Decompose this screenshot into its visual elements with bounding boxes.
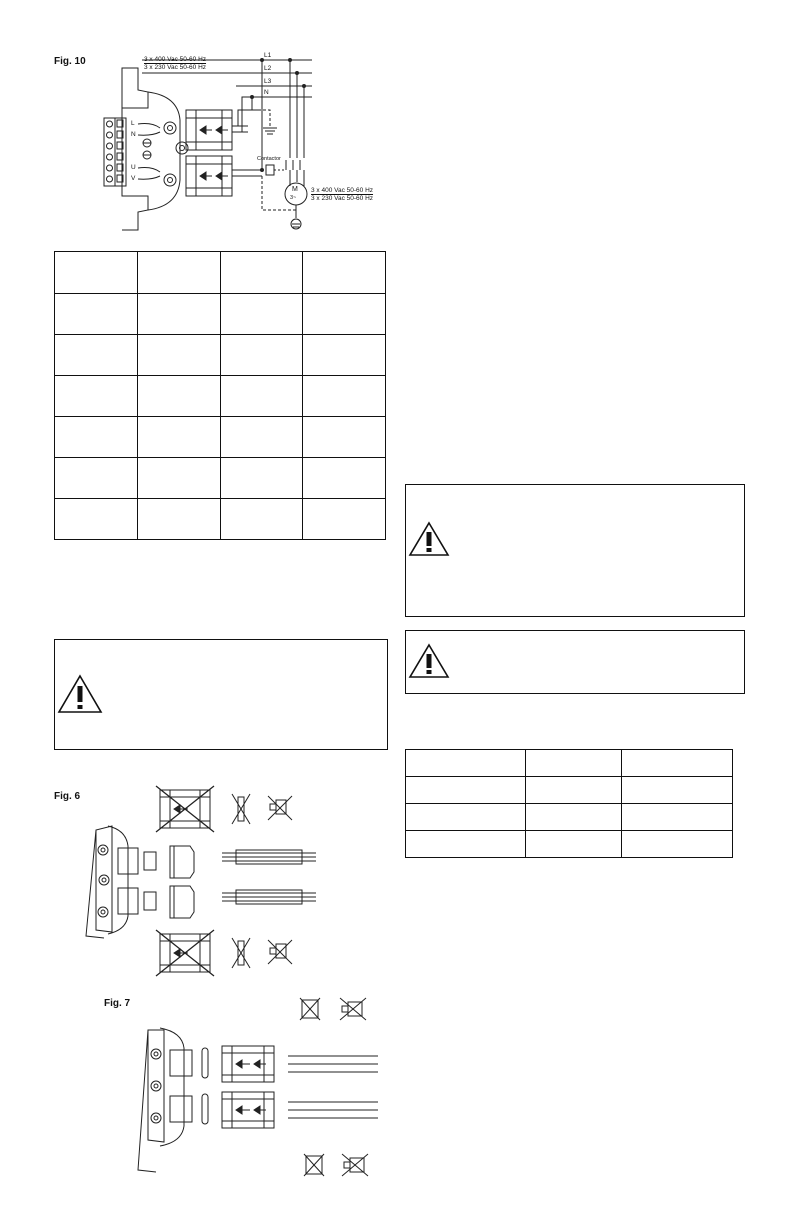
table-cell (406, 804, 526, 831)
fig7-label: Fig. 7 (104, 998, 131, 1009)
line-n-label: N (264, 89, 269, 96)
line-l3-label: L3 (264, 78, 272, 85)
table-cell (406, 750, 526, 777)
table-cell (55, 335, 138, 376)
line-l1-label: L1 (264, 52, 272, 59)
left-table (54, 251, 386, 540)
motor-label: M (292, 186, 298, 193)
fig10-label: Fig. 10 (54, 56, 86, 67)
table-cell (525, 750, 622, 777)
table-cell (220, 376, 303, 417)
table-cell (137, 294, 220, 335)
contactor-label: Contactor (257, 156, 281, 162)
table-cell (303, 335, 386, 376)
table-cell (622, 777, 733, 804)
table-cell (220, 294, 303, 335)
table-cell (137, 335, 220, 376)
table-cell (137, 499, 220, 540)
table-cell (55, 252, 138, 294)
table-cell (303, 376, 386, 417)
table-cell (220, 458, 303, 499)
right-warning-box-1 (405, 484, 745, 617)
table-cell (622, 750, 733, 777)
table-cell (406, 777, 526, 804)
table-cell (55, 294, 138, 335)
right-warning-box-2 (405, 630, 745, 694)
table-cell (303, 294, 386, 335)
fig10-wiring-diagram (0, 0, 792, 240)
motor-voltage-400: 3 x 400 Vac 50-60 Hz (311, 187, 374, 194)
table-cell (137, 252, 220, 294)
table-cell (220, 252, 303, 294)
warning-triangle-icon (57, 674, 103, 714)
table-cell (55, 376, 138, 417)
table-cell (220, 417, 303, 458)
terminal-v-label: V (131, 175, 136, 182)
table-cell (525, 777, 622, 804)
motor-voltage-230: 3 x 230 Vac 50-60 Hz (311, 195, 374, 202)
table-cell (220, 335, 303, 376)
motor-phase-label: 3~ (290, 195, 297, 201)
table-cell (303, 499, 386, 540)
table-cell (137, 417, 220, 458)
table-cell (137, 376, 220, 417)
terminal-l-label: L (131, 120, 135, 127)
line-l2-label: L2 (264, 65, 272, 72)
table-cell (303, 458, 386, 499)
fig7-connector-diagram (0, 990, 792, 1190)
table-cell (303, 252, 386, 294)
table-cell (55, 417, 138, 458)
table-cell (55, 499, 138, 540)
left-warning-box (54, 639, 388, 750)
terminal-n-label: N (131, 131, 136, 138)
table-cell (622, 804, 733, 831)
terminal-u-label: U (131, 164, 136, 171)
supply-voltage-230: 3 x 230 Vac 50-60 Hz (144, 64, 207, 71)
fig6-label: Fig. 6 (54, 791, 81, 802)
table-cell (525, 831, 622, 858)
right-table (405, 749, 733, 858)
warning-triangle-icon (408, 521, 450, 557)
table-cell (220, 499, 303, 540)
supply-voltage-400: 3 x 400 Vac 50-60 Hz (144, 56, 207, 63)
table-cell (137, 458, 220, 499)
table-cell (406, 831, 526, 858)
table-cell (525, 804, 622, 831)
table-cell (303, 417, 386, 458)
table-cell (55, 458, 138, 499)
table-cell (622, 831, 733, 858)
warning-triangle-icon (408, 643, 450, 679)
